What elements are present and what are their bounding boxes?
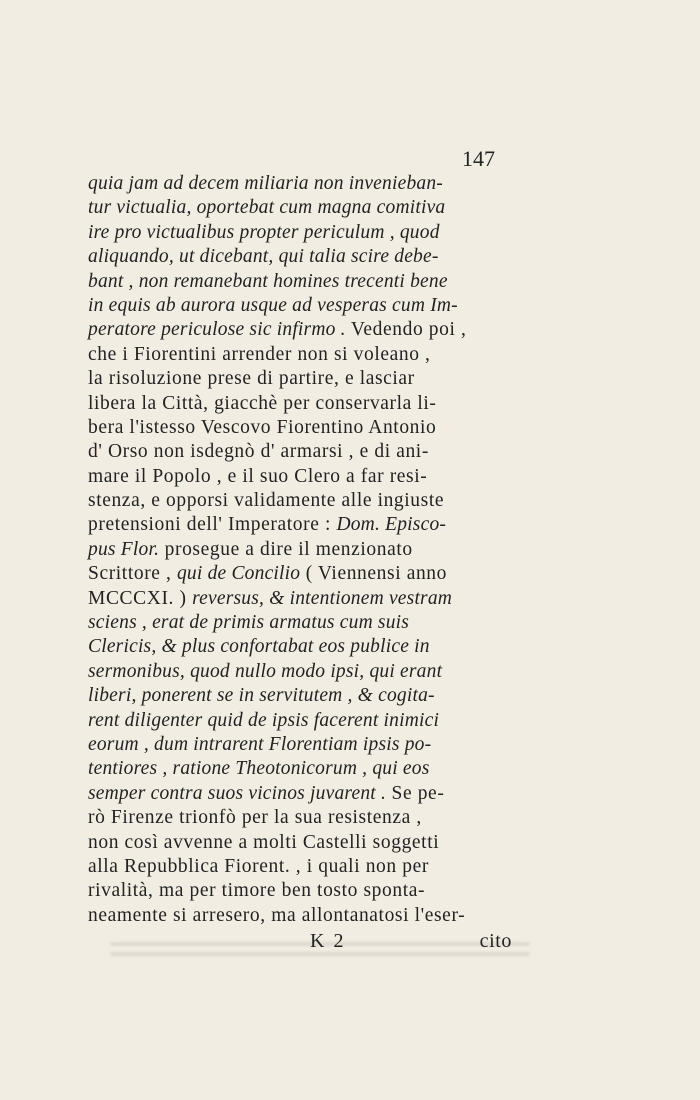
text-line — [88, 294, 534, 318]
text-line — [88, 465, 534, 489]
text-line — [88, 757, 534, 781]
italic-quote-text: qui de Concilio — [176, 563, 301, 585]
italic-quote-text: aliquando, ut dicebant, qui talia scire debe- — [88, 246, 439, 268]
body-text — [88, 172, 534, 928]
text-line — [88, 709, 534, 733]
text-line — [88, 538, 534, 562]
text-line — [88, 635, 534, 659]
italic-quote-text: sciens , erat de primis armatus cum suis — [88, 612, 410, 634]
roman-text: rò Firenze trionfò per la sua resistenza , — [88, 807, 422, 829]
roman-text: prosegue a dire il menzionato — [159, 538, 413, 560]
italic-quote-text: sermonibus, quod nullo modo ipsi, qui erant — [88, 660, 443, 682]
text-line — [88, 733, 534, 757]
italic-quote-text: liberi, ponerent se in servitutem , & cogita- — [88, 685, 435, 707]
text-line — [88, 831, 534, 855]
text-line — [88, 440, 534, 464]
roman-text: libera la Città, giacchè per conservarla li- — [88, 392, 437, 414]
roman-text: stenza, e opporsi validamente alle ingiuste — [88, 490, 445, 512]
text-line — [88, 343, 534, 367]
roman-text: la risoluzione prese di partire, e lasciar — [88, 368, 415, 390]
page-number: 147 — [462, 146, 495, 171]
italic-quote-text: reversus, & intentionem vestram — [192, 587, 453, 609]
text-line — [88, 196, 534, 220]
italic-quote-text: rent diligenter quid de ipsis facerent inimici — [88, 709, 440, 731]
text-line — [88, 587, 534, 611]
text-line — [88, 367, 534, 391]
text-line — [88, 782, 534, 806]
text-line — [88, 270, 534, 294]
italic-quote-text: peratore periculose sic infirmo . — [88, 319, 346, 341]
roman-text: d' Orso non isdegnò d' armarsi , e di ani- — [88, 441, 429, 463]
catchword: cito — [479, 930, 512, 952]
text-line — [88, 879, 534, 903]
text-line — [88, 172, 534, 196]
text-line — [88, 611, 534, 635]
italic-quote-text: pus Flor. — [88, 538, 160, 560]
text-line — [88, 684, 534, 708]
roman-text: Scrittore , — [88, 563, 177, 585]
text-line — [88, 489, 534, 513]
italic-quote-text: eorum , dum intrarent Florentiam ipsis po- — [88, 733, 432, 755]
roman-text: Vedendo poi , — [345, 319, 467, 341]
roman-text: non così avvenne a molti Castelli soggetti — [88, 831, 440, 853]
text-line — [88, 318, 534, 342]
italic-quote-text: Dom. Episco- — [336, 514, 447, 536]
italic-quote-text: semper contra suos vicinos juvarent . — [88, 782, 387, 804]
text-line — [88, 221, 534, 245]
roman-text: rivalità, ma per timore ben tosto sponta- — [88, 880, 426, 902]
roman-text: che i Fiorentini arrender non si voleano , — [88, 343, 431, 365]
text-line — [88, 660, 534, 684]
roman-text: bera l'istesso Vescovo Fiorentino Antonio — [88, 416, 437, 438]
italic-quote-text: ire pro victualibus propter periculum , quod — [88, 221, 440, 243]
text-line — [88, 416, 534, 440]
italic-quote-text: tentiores , ratione Theotonicorum , qui eos — [88, 758, 430, 780]
italic-quote-text: bant , non remanebant homines trecenti bene — [88, 270, 448, 292]
italic-quote-text: in equis ab aurora usque ad vesperas cum Im- — [88, 294, 458, 316]
text-line — [88, 513, 534, 537]
roman-text: MCCCXI. ) — [88, 587, 193, 609]
italic-quote-text: Clericis, & plus confortabat eos publice in — [88, 636, 430, 658]
roman-text: alla Repubblica Fiorent. , i quali non per — [88, 855, 429, 877]
roman-text: neamente si arresero, ma allontanatosi l'eser- — [88, 904, 466, 926]
page-footer — [88, 930, 534, 956]
signature-mark: K 2 — [310, 930, 346, 952]
text-line — [88, 562, 534, 586]
italic-quote-text: quia jam ad decem miliaria non invenieban- — [88, 173, 444, 194]
roman-text: ( Viennensi anno — [300, 563, 448, 585]
roman-text: Se pe- — [386, 782, 445, 804]
text-line — [88, 904, 534, 928]
italic-quote-text: tur victualia, oportebat cum magna comitiva — [88, 197, 446, 219]
roman-text: mare il Popolo , e il suo Clero a far resi- — [88, 465, 428, 487]
text-line — [88, 806, 534, 830]
text-line — [88, 392, 534, 416]
text-line — [88, 855, 534, 879]
text-line — [88, 245, 534, 269]
roman-text: pretensioni dell' Imperatore : — [88, 514, 337, 536]
